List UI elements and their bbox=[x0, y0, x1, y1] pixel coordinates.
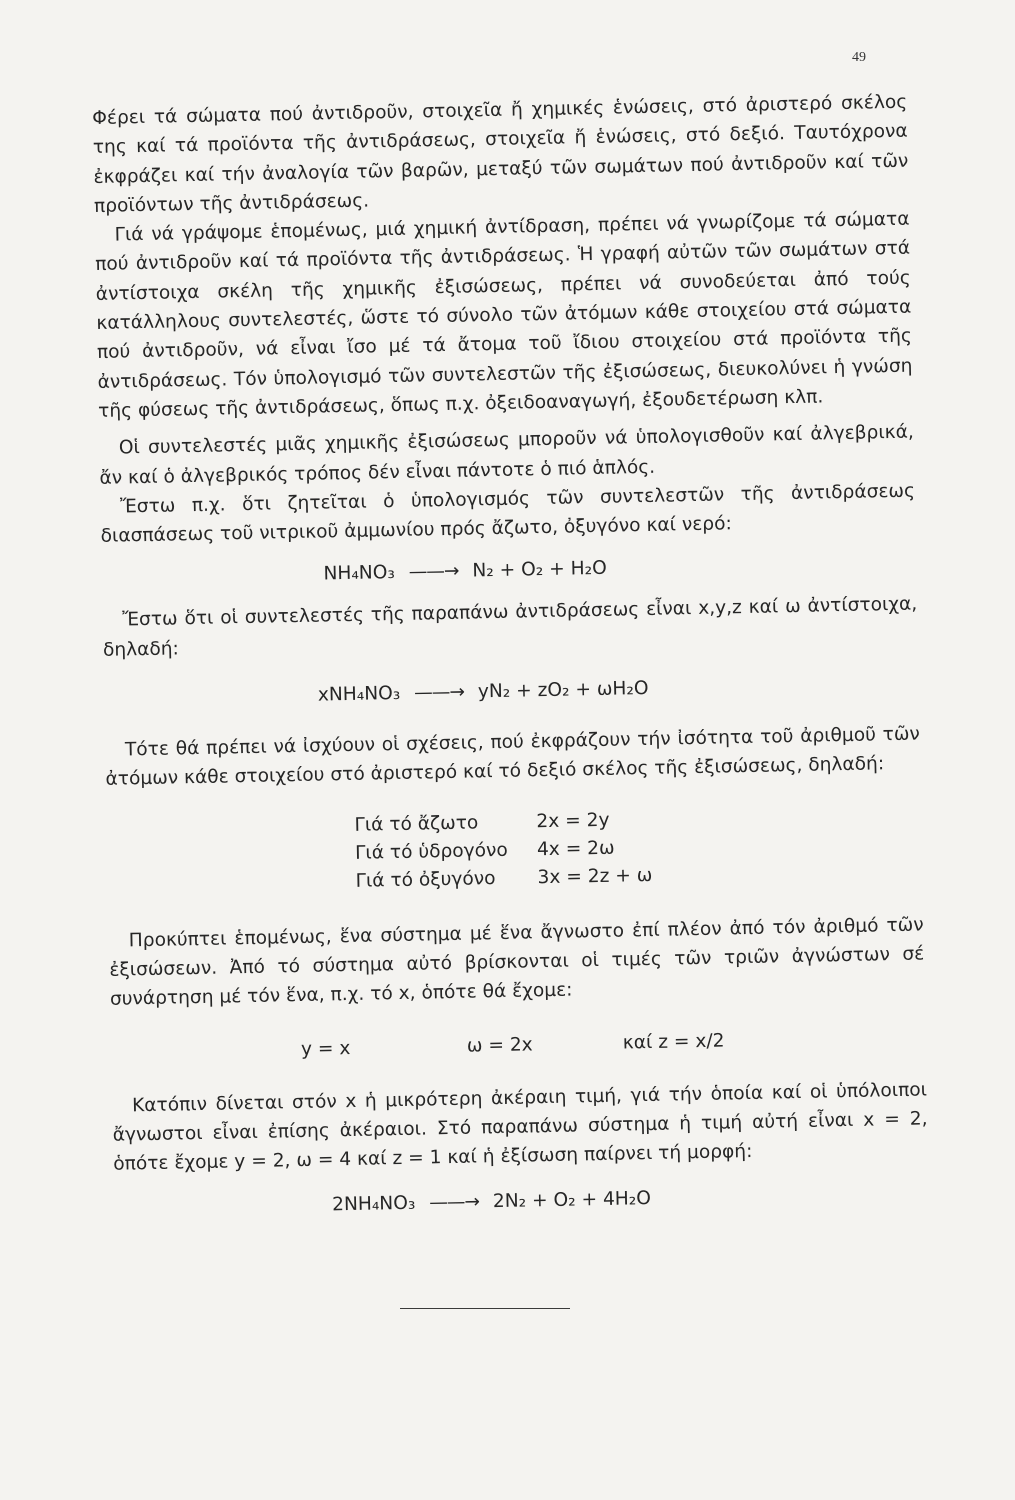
paragraph-3: Οἱ συντελεστές μιᾶς χημικῆς ἐξισώσεως μποροῦν νά ὑπολογισθοῦν καί ἀλγεβρικά, ἄν καί ὁ ἀλγεβρικός τρόπος δέν εἶναι πάντοτε ὁ πιό ἁπλός. bbox=[99, 421, 914, 489]
system-label: Γιά τό ὑδρογόνο bbox=[354, 839, 509, 864]
equation-3-products: 2N₂ + O₂ + 4H₂O bbox=[492, 1188, 652, 1213]
solution-values bbox=[301, 1022, 926, 1064]
equation-2-reactant: xNH₄NO₃ bbox=[317, 682, 401, 706]
equation-decomposition bbox=[323, 548, 916, 589]
paragraph-4: Ἔστω π.χ. ὅτι ζητεῖται ὁ ὑπολογισμός τῶν συντελεστῶν τῆς ἀντιδράσεως διασπάσεως τοῦ νιτρικοῦ ἀμμωνίου πρός ἄζωτο, ὀξυγόνο καί νερό: bbox=[100, 480, 916, 548]
paragraph-8: Κατόπιν δίνεται στόν x ἡ μικρότερη ἀκέραιη τιμή, γιά τήν ὁποία καί οἱ ὑπόλοιποι ἄγνωστοι εἶναι ἐπίσης ἀκέραιοι. Στό παραπάνω σύστημα ἡ τιμή αὐτή εἶναι x = 2, ὁπότε ἔχομε y = 2, ω = 4 καί z = 1 καί ἡ ἐξίσωση παίρνει τή μορφή: bbox=[112, 1078, 928, 1175]
system-label: Γιά τό ἄζωτο bbox=[354, 812, 479, 836]
page-body bbox=[92, 88, 929, 1225]
reaction-arrow-icon: ——→ bbox=[429, 1191, 480, 1214]
equation-with-coefficients bbox=[318, 669, 919, 710]
paragraph-7: Προκύπτει ἑπομένως, ἕνα σύστημα μέ ἕνα ἄγνωστο ἐπί πλέον ἀπό τόν ἀριθμό τῶν ἐξισώσεων. Ἀπό τό σύστημα αὐτό βρίσκονται οἱ τιμές τῶν τριῶν ἀγνώστων σέ συνάρτηση μέ τόν ἕνα, π.χ. τό x, ὁπότε θά ἔχομε: bbox=[109, 914, 925, 1011]
section-end-rule bbox=[400, 1308, 570, 1309]
equation-1-products: N₂ + O₂ + H₂O bbox=[472, 558, 607, 582]
equation-balanced bbox=[332, 1179, 929, 1220]
system-relation: 3x = 2z + ω bbox=[537, 864, 653, 888]
paragraph-1: Φέρει τά σώματα πού ἀντιδροῦν, στοιχεῖα ἤ χημικές ἑνώσεις, στό ἀριστερό σκέλος της καί τά προϊόντα τῆς ἀντιδράσεως, στοιχεῖα ἤ ἑνώσεις, στό δεξιό. Ταυτόχρονα ἐκφράζει καί τήν ἀναλογία τῶν βαρῶν, μεταξύ τῶν σωμάτων πού ἀντιδροῦν καί τῶν προϊόντων τῆς ἀντιδράσεως. bbox=[92, 91, 909, 217]
paragraph-2: Γιά νά γράψομε ἑπομένως, μιά χημική ἀντίδραση, πρέπει νά γνωρίζομε τά σώματα πού ἀντιδροῦν καί τά προϊόντα τῆς ἀντιδράσεως. Ἡ γραφή αὐτῶν τῶν σωμάτων στά ἀντίστοιχα σκέλη τῆς χημικῆς ἐξισώσεως, πρέπει νά συνοδεύεται ἀπό τούς κατάλληλους συντελεστές, ὥστε τό σύνολο τῶν ἀτόμων κάθε στοιχείου στά σώματα πού ἀντιδροῦν, νά εἶναι ἴσο μέ τά ἄτομα τοῦ ἴδιου στοιχείου στά προϊόντα τῆς ἀντιδράσεως. Τόν ὑπολογισμό τῶν συντελεστῶν τῆς ἐξισώσεως, διευκολύνει ἡ γνώση τῆς φύσεως τῆς ἀντιδράσεως, ὅπως π.χ. ὀξειδοαναγωγή, ἐξουδετέρωση κλπ. bbox=[95, 208, 913, 422]
equation-1-reactant: NH₄NO₃ bbox=[323, 562, 396, 585]
solution-w: ω = 2x bbox=[466, 1033, 533, 1057]
solution-z: καί z = x/2 bbox=[622, 1030, 725, 1054]
system-relation: 2x = 2y bbox=[536, 809, 610, 832]
system-relation: 4x = 2ω bbox=[536, 837, 615, 860]
reaction-arrow-icon: ——→ bbox=[408, 561, 459, 584]
equation-3-reactant: 2NH₄NO₃ bbox=[331, 1193, 416, 1216]
solution-y: y = x bbox=[300, 1037, 351, 1060]
equation-system bbox=[354, 800, 923, 895]
equation-2-products: yN₂ + zO₂ + ωH₂O bbox=[477, 677, 649, 703]
page-number: 49 bbox=[852, 50, 866, 65]
paragraph-6: Τότε θά πρέπει νά ἰσχύουν οἱ σχέσεις, πού ἐκφράζουν τήν ἰσότητα τοῦ ἀριθμοῦ τῶν ἀτόμων κάθε στοιχείου στό ἀριστερό καί τό δεξιό σκέλος τῆς ἐξισώσεως, δηλαδή: bbox=[105, 723, 921, 791]
system-label: Γιά τό ὀξυγόνο bbox=[355, 867, 496, 892]
reaction-arrow-icon: ——→ bbox=[413, 681, 465, 704]
paragraph-5: Ἔστω ὅτι οἱ συντελεστές τῆς παραπάνω ἀντιδράσεως εἶναι x,y,z καί ω ἀντίστοιχα, δηλαδή: bbox=[102, 593, 918, 661]
